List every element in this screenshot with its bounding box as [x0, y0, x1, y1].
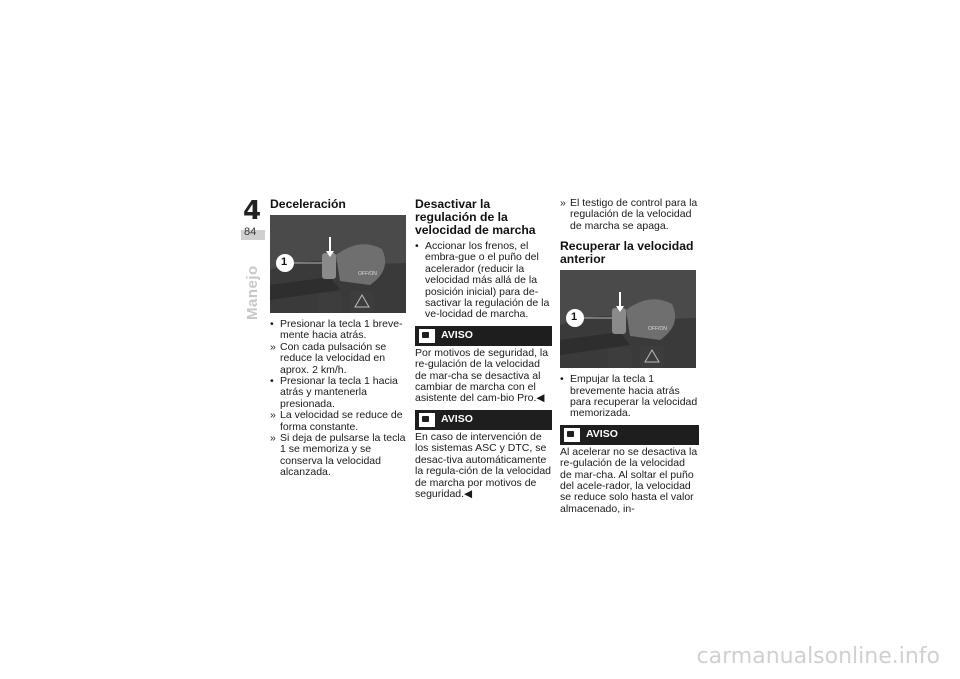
bullet-marker: •: [415, 240, 419, 252]
page-number: 84: [244, 226, 257, 238]
notice-label: AVISO: [586, 428, 618, 441]
watermark: carmanualsonline.info: [696, 644, 940, 669]
heading-deceleracion: Deceleración: [270, 197, 346, 211]
notice-banner: [415, 410, 552, 430]
handlebar-switch-illustration: [270, 215, 406, 313]
svg-text:OFF/ON: OFF/ON: [358, 271, 377, 277]
list-item: [270, 342, 408, 376]
heading-desactivar: Desactivar la regulación de la velocidad de marcha: [415, 197, 536, 237]
section-label: Manejo: [244, 265, 261, 320]
figure-callout-1: 1: [571, 311, 578, 324]
figure-callout-1: 1: [281, 256, 288, 268]
list-item: [415, 241, 552, 321]
handlebar-switch-figure: [560, 270, 696, 368]
notice-icon: [419, 413, 435, 427]
column-2: [415, 198, 552, 500]
notice-text: Al acelerar no se desactiva la re-gulación de la velocidad de mar-cha. Al soltar el puño del acele-rador, la velocidad se reduce solo hasta el valor almacenado, in-: [560, 445, 698, 515]
handlebar-switch-figure: [270, 215, 406, 313]
notice-banner: [560, 425, 699, 445]
list-item: [560, 198, 699, 232]
notice-label: AVISO: [441, 329, 473, 342]
notice-icon: [564, 428, 580, 442]
notice-text: En caso de intervención de los sistemas ASC y DTC, se desac-tiva automáticamente la regula-ción de la velocidad de marcha por motivos de seguridad.◀: [415, 430, 552, 500]
notice-label: AVISO: [441, 413, 473, 426]
bullet-marker: •: [270, 318, 274, 330]
list-item-text: Presionar la tecla 1 breve-mente hacia atrás.: [280, 318, 403, 342]
notice-icon: [419, 329, 435, 343]
heading-recuperar: Recuperar la velocidad anterior: [560, 239, 694, 267]
result-marker: »: [560, 197, 566, 209]
list-item-text: Accionar los frenos, el embra-gue o el puño del acelerador (reducir la velocidad más allá de la posición inicial) para de-sactivar la regulación de la ve-locidad de marcha.: [425, 240, 550, 321]
list-item-text: Empujar la tecla 1 brevemente hacia atrás para recuperar la velocidad memorizada.: [570, 373, 698, 420]
chapter-number: 4: [243, 196, 262, 226]
list-item-text: El testigo de control para la regulación de la velocidad de marcha se apaga.: [570, 197, 698, 232]
list-item-text: Si deja de pulsarse la tecla 1 se memoriza y se conserva la velocidad alcanzada.: [280, 432, 406, 479]
notice-banner: [415, 326, 552, 346]
list-item: [270, 376, 408, 410]
notice-text: Por motivos de seguridad, la re-gulación de la velocidad de mar-cha se desactiva al cambiar de marcha con el asistente del cam-bio Pro.◀: [415, 346, 549, 405]
bullet-marker: •: [560, 373, 564, 386]
list-item: [270, 433, 408, 479]
result-marker: »: [270, 340, 276, 353]
bullet-marker: •: [270, 375, 274, 388]
column-3: [560, 198, 699, 515]
handlebar-switch-illustration: [560, 270, 696, 368]
svg-text:OFF/ON: OFF/ON: [648, 326, 667, 333]
list-item: [270, 319, 408, 342]
list-item: [270, 410, 408, 433]
list-item-text: Con cada pulsación se reduce la velocidad en aprox. 2 km/h.: [280, 340, 387, 376]
result-marker: »: [270, 409, 276, 422]
result-marker: »: [270, 432, 276, 445]
list-item: [560, 374, 699, 420]
list-item-text: La velocidad se reduce de forma constante.: [280, 409, 403, 433]
column-1: [270, 198, 408, 479]
list-item-text: Presionar la tecla 1 hacia atrás y mantenerla presionada.: [280, 375, 398, 410]
